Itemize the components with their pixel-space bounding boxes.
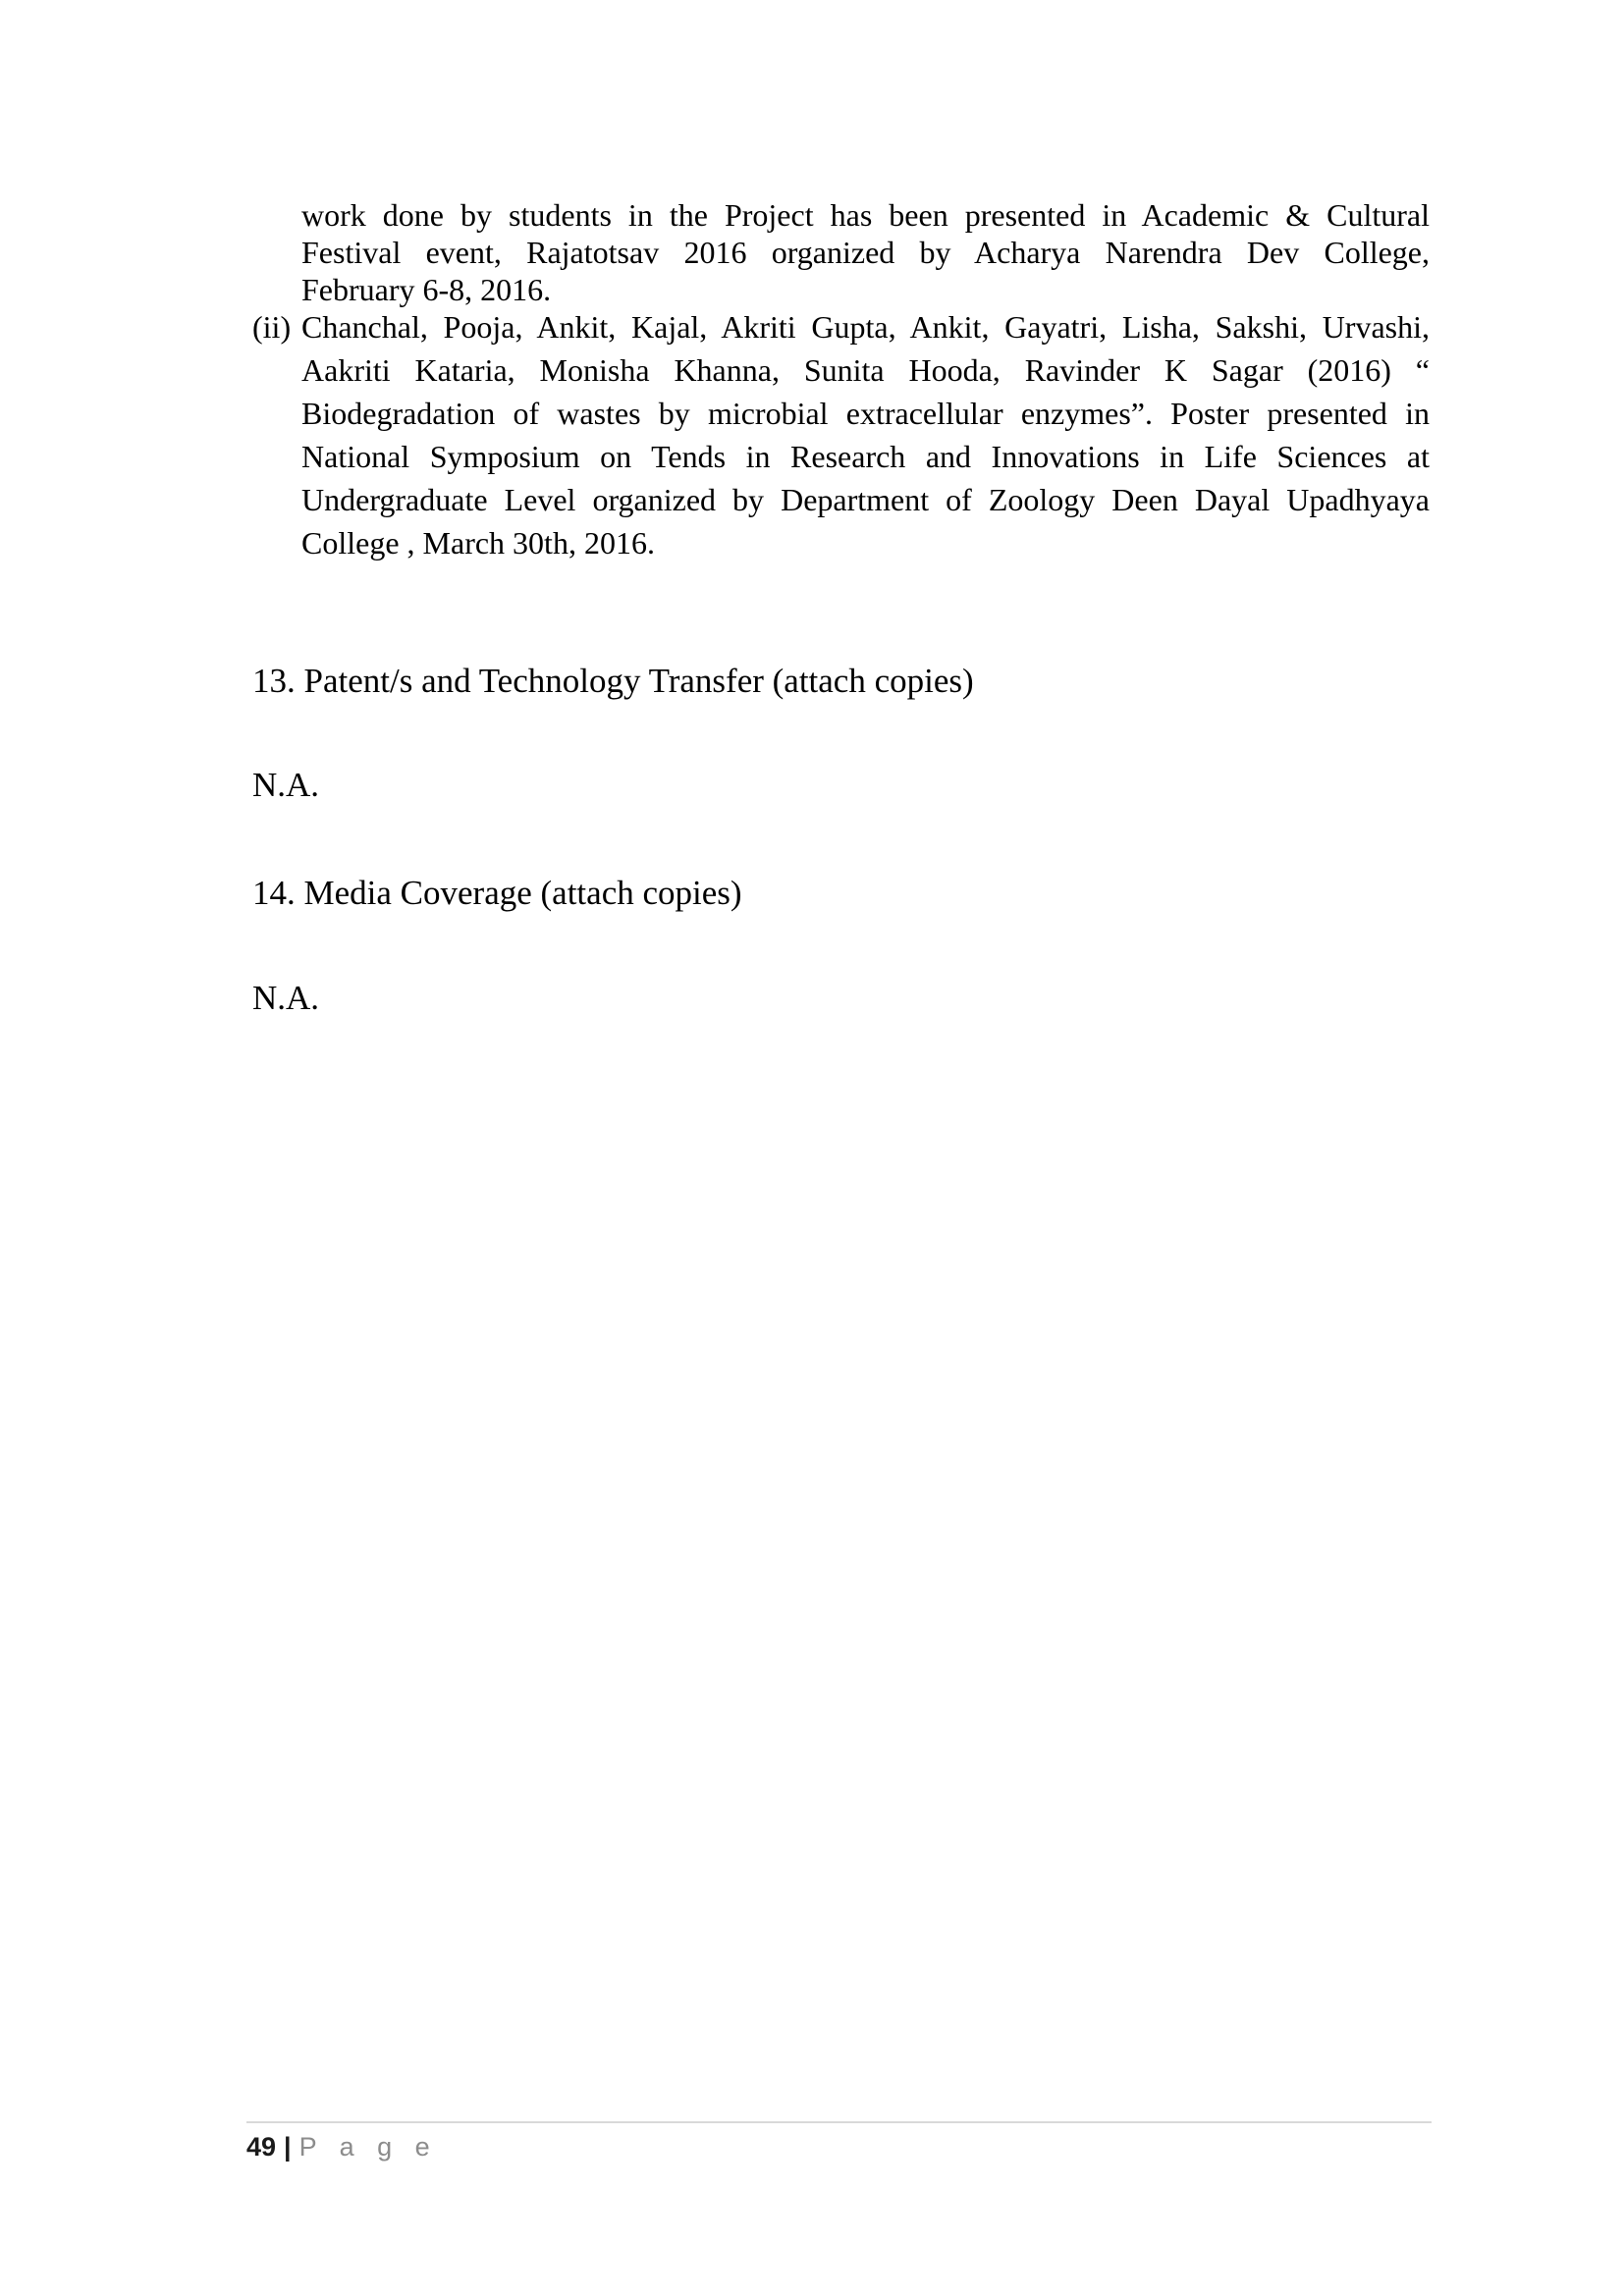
text-line: Chanchal, Pooja, Ankit, Kajal, Akriti Gupta, Ankit, Gayatri, Lisha, Sakshi, Urvashi, (301, 309, 1430, 345)
item-ii-marker: (ii) (252, 309, 292, 345)
section-14-heading: 14. Media Coverage (attach copies) (252, 874, 742, 912)
footer-page-number: 49 (246, 2132, 277, 2162)
footer-page-label: P a g e (298, 2132, 438, 2162)
section-14-na: N.A. (252, 979, 320, 1017)
text-line: Undergraduate Level organized by Department of Zoology Deen Dayal Upadhyaya (301, 482, 1430, 517)
text-line: February 6-8, 2016. (301, 272, 552, 307)
footer-separator: | (284, 2132, 292, 2162)
text-line: work done by students in the Project has been presented in Academic & Cultural (301, 197, 1430, 233)
item-ii-paragraph (252, 305, 1430, 564)
section-13-na: N.A. (252, 766, 320, 804)
section-13-heading: 13. Patent/s and Technology Transfer (attach copies) (252, 662, 974, 700)
text-line: College , March 30th, 2016. (301, 525, 655, 561)
text-line: Biodegradation of wastes by microbial extracellular enzymes”. Poster presented in (301, 396, 1430, 431)
text-line: Festival event, Rajatotsav 2016 organized by Acharya Narendra Dev College, (301, 235, 1430, 270)
text-line: Aakriti Kataria, Monisha Khanna, Sunita Hooda, Ravinder K Sagar (2016) “ (301, 352, 1430, 388)
text-line: National Symposium on Tends in Research and Innovations in Life Sciences at (301, 439, 1430, 474)
intro-paragraph (301, 196, 1430, 308)
footer-rule (246, 2121, 1432, 2123)
page-footer (246, 2130, 438, 2163)
